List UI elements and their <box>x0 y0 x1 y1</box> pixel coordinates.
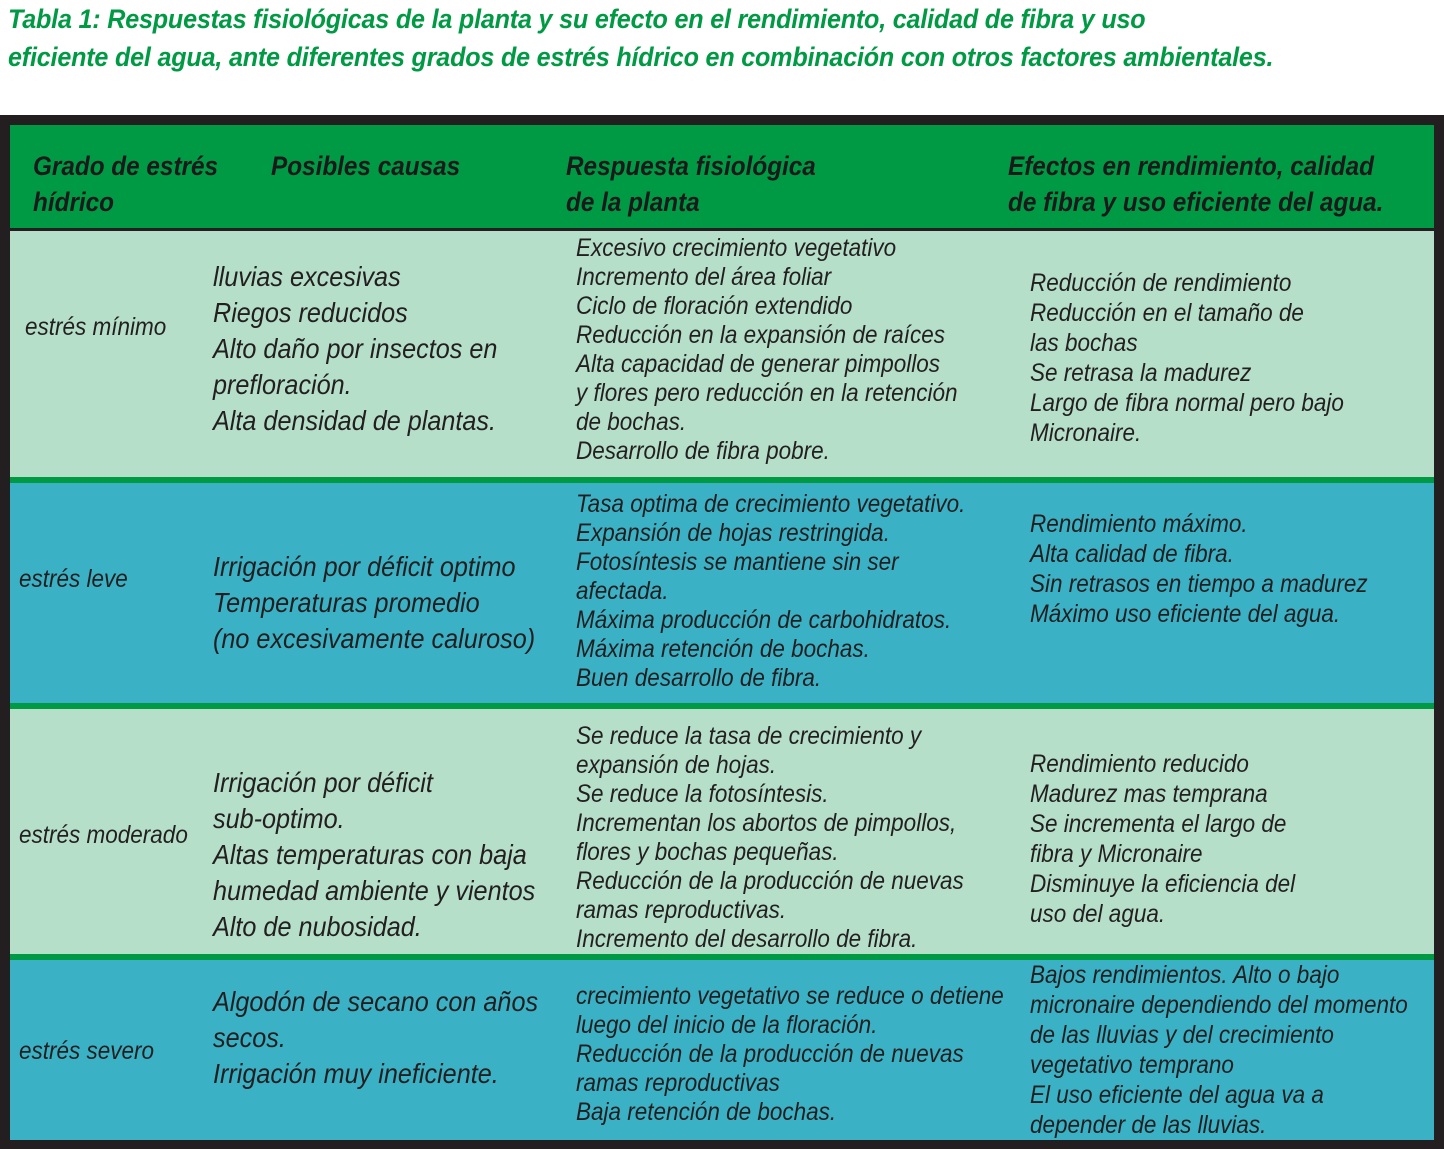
header-response-line: de la planta <box>566 187 700 217</box>
effect-line: Reducción de rendimiento <box>1030 269 1292 297</box>
effects-cell <box>1030 509 1368 629</box>
cause-line: Algodón de secano con años <box>213 986 539 1017</box>
response-line: Expansión de hojas restringida. <box>576 519 890 547</box>
header-effects-line: Efectos en rendimiento, calidad <box>1008 151 1374 181</box>
response-cell <box>576 490 965 693</box>
response-line: Reducción de la producción de nuevas <box>576 1040 964 1068</box>
header-grade <box>33 148 218 220</box>
effect-line: las bochas <box>1030 329 1138 357</box>
response-line: Reducción en la expansión de raíces <box>576 321 945 349</box>
effect-line: Se incrementa el largo de <box>1030 810 1287 838</box>
effect-line: Bajos rendimientos. Alto o bajo <box>1030 961 1340 989</box>
cause-line: Alto de nubosidad. <box>213 911 422 942</box>
cause-line: humedad ambiente y vientos <box>213 875 536 906</box>
effect-line: Sin retrasos en tiempo a madurez <box>1030 570 1368 598</box>
response-line: Reducción de la producción de nuevas <box>576 867 964 895</box>
causes-cell <box>213 549 535 657</box>
cause-line: Altas temperaturas con baja <box>213 839 527 870</box>
response-line: ramas reproductivas <box>576 1069 780 1097</box>
effect-line: Rendimiento máximo. <box>1030 510 1248 538</box>
cause-line: (no excesivamente caluroso) <box>213 623 536 654</box>
effect-line: vegetativo temprano <box>1030 1051 1234 1079</box>
causes-cell <box>213 259 497 439</box>
effect-line: Madurez mas temprana <box>1030 780 1268 808</box>
response-line: Máxima producción de carbohidratos. <box>576 606 952 634</box>
table-row-estres-severo <box>10 960 1434 1140</box>
effect-line: El uso eficiente del agua va a <box>1030 1081 1324 1109</box>
table-title-line-1: Tabla 1: Respuestas fisiológicas de la planta y su efecto en el rendimiento, calidad de fibra y uso <box>8 4 1146 34</box>
header-effects <box>1008 148 1383 220</box>
cause-line: Irrigación por déficit <box>213 767 433 798</box>
effects-cell <box>1030 960 1408 1140</box>
response-line: Alta capacidad de generar pimpollos <box>576 350 940 378</box>
response-line: flores y bochas pequeñas. <box>576 838 839 866</box>
response-line: Buen desarrollo de fibra. <box>576 664 822 692</box>
effect-line: Reducción en el tamaño de <box>1030 299 1304 327</box>
cause-line: Alta densidad de plantas. <box>213 405 497 436</box>
effect-line: depender de las lluvias. <box>1030 1111 1267 1139</box>
table-row-estres-moderado <box>10 709 1434 954</box>
grade-cell: estrés moderado <box>19 821 188 849</box>
header-effects-line: de fibra y uso eficiente del agua. <box>1008 187 1384 217</box>
effect-line: Alta calidad de fibra. <box>1030 540 1234 568</box>
header-response <box>566 148 816 220</box>
response-line: expansión de hojas. <box>576 751 777 779</box>
cause-line: lluvias excesivas <box>213 261 401 292</box>
response-line: ramas reproductivas. <box>576 896 787 924</box>
table-row-estres-minimo <box>10 231 1434 477</box>
response-line: y flores pero reducción en la retención <box>576 379 958 407</box>
cause-line: secos. <box>213 1022 286 1053</box>
cause-line: prefloración. <box>213 369 352 400</box>
table-title-line-2: eficiente del agua, ante diferentes grados de estrés hídrico en combinación con otros factores ambientales. <box>8 42 1274 72</box>
response-line: Excesivo crecimiento vegetativo <box>576 234 897 262</box>
response-line: crecimiento vegetativo se reduce o detiene <box>576 982 1004 1010</box>
effect-line: Máximo uso eficiente del agua. <box>1030 600 1341 628</box>
response-cell <box>576 234 957 466</box>
effect-line: uso del agua. <box>1030 900 1166 928</box>
response-line: de bochas. <box>576 408 687 436</box>
cause-line: Irrigación por déficit optimo <box>213 551 516 582</box>
response-line: luego del inicio de la floración. <box>576 1011 878 1039</box>
response-cell <box>576 722 964 954</box>
effect-line: Micronaire. <box>1030 419 1142 447</box>
header-grade-line: hídrico <box>33 187 115 217</box>
response-line: Fotosíntesis se mantiene sin ser <box>576 548 899 576</box>
effect-line: de las lluvias y del crecimiento <box>1030 1021 1334 1049</box>
response-line: Baja retención de bochas. <box>576 1098 837 1126</box>
response-line: Máxima retención de bochas. <box>576 635 870 663</box>
cause-line: Irrigación muy ineficiente. <box>213 1058 499 1089</box>
grade-cell: estrés mínimo <box>25 313 167 341</box>
response-line: Tasa optima de crecimiento vegetativo. <box>576 490 966 518</box>
effect-line: Largo de fibra normal pero bajo <box>1030 389 1344 417</box>
causes-cell <box>213 765 535 945</box>
effect-line: fibra y Micronaire <box>1030 840 1203 868</box>
response-line: Ciclo de floración extendido <box>576 292 853 320</box>
header-causes-line: Posibles causas <box>271 151 461 181</box>
data-table <box>0 115 1444 1149</box>
effect-line: Se retrasa la madurez <box>1030 359 1252 387</box>
table-header <box>10 125 1434 228</box>
effects-cell <box>1030 749 1295 929</box>
response-line: Incremento del área foliar <box>576 263 832 291</box>
cause-line: Alto daño por insectos en <box>213 333 498 364</box>
header-response-line: Respuesta fisiológica <box>566 151 816 181</box>
effects-cell <box>1030 268 1344 448</box>
header-grade-line: Grado de estrés <box>33 151 219 181</box>
response-line: Incrementan los abortos de pimpollos, <box>576 809 957 837</box>
cause-line: sub-optimo. <box>213 803 345 834</box>
effect-line: micronaire dependiendo del momento <box>1030 991 1408 1019</box>
effect-line: Rendimiento reducido <box>1030 750 1249 778</box>
table-title <box>8 0 1338 76</box>
effect-line: Disminuye la eficiencia del <box>1030 870 1296 898</box>
grade-cell: estrés severo <box>19 1037 155 1065</box>
response-line: Se reduce la tasa de crecimiento y <box>576 722 922 750</box>
causes-cell <box>213 984 538 1092</box>
table-row-estres-leve <box>10 483 1434 703</box>
response-line: afectada. <box>576 577 669 605</box>
grade-cell: estrés leve <box>19 565 128 593</box>
response-line: Se reduce la fotosíntesis. <box>576 780 829 808</box>
cause-line: Riegos reducidos <box>213 297 408 328</box>
response-cell <box>576 982 1004 1127</box>
response-line: Desarrollo de fibra pobre. <box>576 437 830 465</box>
cause-line: Temperaturas promedio <box>213 587 480 618</box>
header-causes <box>271 148 460 184</box>
response-line: Incremento del desarrollo de fibra. <box>576 925 918 953</box>
